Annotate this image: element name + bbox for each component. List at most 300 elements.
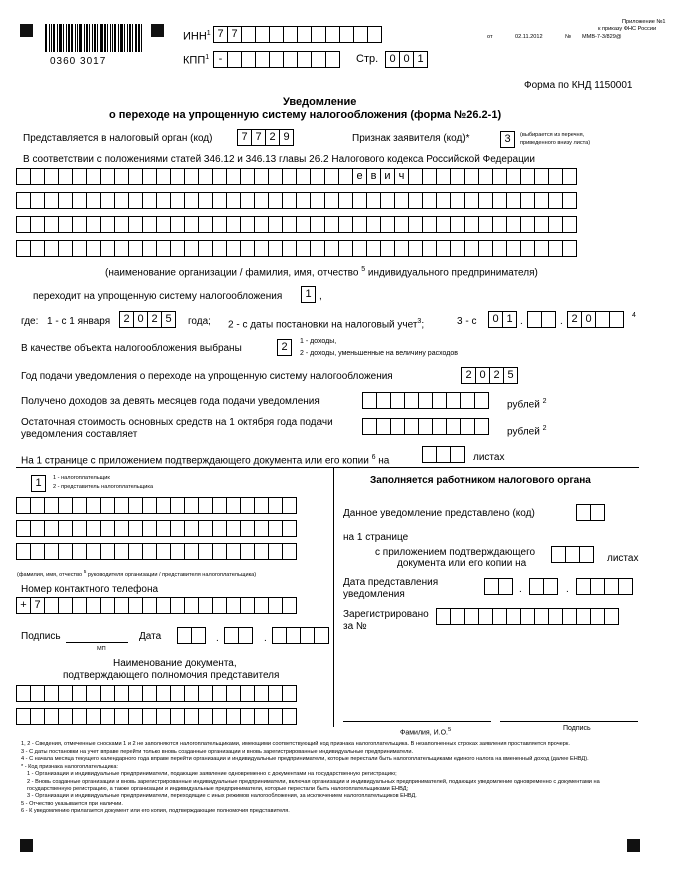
input-cell[interactable]: 2 bbox=[489, 367, 504, 384]
phone-field[interactable] bbox=[16, 597, 296, 614]
input-cell[interactable] bbox=[100, 597, 115, 614]
input-cell[interactable] bbox=[44, 543, 59, 560]
input-cell[interactable] bbox=[562, 608, 577, 625]
input-cell[interactable]: 3 bbox=[500, 131, 515, 148]
input-cell[interactable] bbox=[198, 497, 213, 514]
input-cell[interactable]: - bbox=[213, 51, 228, 68]
input-cell[interactable] bbox=[198, 520, 213, 537]
input-cell[interactable]: 1 bbox=[31, 475, 46, 492]
input-cell[interactable] bbox=[590, 504, 605, 521]
input-cell[interactable] bbox=[254, 216, 269, 233]
input-cell[interactable] bbox=[478, 192, 493, 209]
input-cell[interactable] bbox=[282, 543, 297, 560]
input-cell[interactable] bbox=[227, 51, 242, 68]
input-cell[interactable] bbox=[604, 578, 619, 595]
input-cell[interactable] bbox=[128, 497, 143, 514]
input-cell[interactable] bbox=[506, 608, 521, 625]
input-cell[interactable]: е bbox=[352, 168, 367, 185]
option-3-year-field[interactable] bbox=[567, 311, 623, 328]
input-cell[interactable] bbox=[240, 192, 255, 209]
input-cell[interactable] bbox=[492, 192, 507, 209]
input-cell[interactable] bbox=[184, 240, 199, 257]
input-cell[interactable] bbox=[238, 627, 253, 644]
input-cell[interactable] bbox=[296, 216, 311, 233]
input-cell[interactable] bbox=[408, 192, 423, 209]
kpp-field[interactable] bbox=[213, 51, 339, 68]
input-cell[interactable] bbox=[436, 192, 451, 209]
input-cell[interactable] bbox=[58, 708, 73, 725]
input-cell[interactable] bbox=[86, 168, 101, 185]
input-cell[interactable] bbox=[534, 216, 549, 233]
input-cell[interactable] bbox=[460, 392, 475, 409]
input-cell[interactable] bbox=[296, 240, 311, 257]
submitted-code-field[interactable] bbox=[576, 504, 604, 521]
input-cell[interactable] bbox=[198, 216, 213, 233]
input-cell[interactable] bbox=[156, 597, 171, 614]
input-cell[interactable] bbox=[362, 418, 377, 435]
input-cell[interactable] bbox=[170, 708, 185, 725]
input-cell[interactable] bbox=[58, 685, 73, 702]
input-cell[interactable] bbox=[198, 168, 213, 185]
input-cell[interactable] bbox=[58, 497, 73, 514]
input-cell[interactable]: в bbox=[366, 168, 381, 185]
input-cell[interactable] bbox=[324, 168, 339, 185]
name-row-1[interactable] bbox=[16, 168, 576, 185]
input-cell[interactable] bbox=[156, 240, 171, 257]
input-cell[interactable] bbox=[529, 578, 544, 595]
input-cell[interactable] bbox=[72, 240, 87, 257]
input-cell[interactable] bbox=[376, 418, 391, 435]
input-cell[interactable]: 0 bbox=[399, 51, 414, 68]
input-cell[interactable] bbox=[16, 543, 31, 560]
transition-field[interactable] bbox=[301, 286, 315, 303]
input-cell[interactable] bbox=[520, 192, 535, 209]
input-cell[interactable] bbox=[114, 216, 129, 233]
input-cell[interactable] bbox=[58, 520, 73, 537]
object-field[interactable] bbox=[277, 339, 291, 356]
input-cell[interactable] bbox=[114, 597, 129, 614]
input-cell[interactable] bbox=[541, 311, 556, 328]
input-cell[interactable]: 7 bbox=[30, 597, 45, 614]
input-cell[interactable]: 2 bbox=[147, 311, 162, 328]
input-cell[interactable] bbox=[30, 685, 45, 702]
inn-field[interactable] bbox=[213, 26, 381, 43]
input-cell[interactable] bbox=[198, 543, 213, 560]
input-cell[interactable] bbox=[198, 192, 213, 209]
input-cell[interactable] bbox=[394, 192, 409, 209]
input-cell[interactable] bbox=[240, 240, 255, 257]
input-cell[interactable] bbox=[527, 311, 542, 328]
input-cell[interactable] bbox=[44, 685, 59, 702]
input-cell[interactable] bbox=[226, 240, 241, 257]
input-cell[interactable] bbox=[422, 240, 437, 257]
input-cell[interactable] bbox=[418, 392, 433, 409]
input-cell[interactable] bbox=[16, 520, 31, 537]
sign-date-year[interactable] bbox=[272, 627, 328, 644]
input-cell[interactable] bbox=[156, 168, 171, 185]
input-cell[interactable] bbox=[394, 216, 409, 233]
input-cell[interactable] bbox=[464, 608, 479, 625]
input-cell[interactable] bbox=[254, 597, 269, 614]
input-cell[interactable] bbox=[16, 708, 31, 725]
pages-field[interactable] bbox=[422, 446, 464, 463]
input-cell[interactable] bbox=[297, 51, 312, 68]
input-cell[interactable] bbox=[114, 192, 129, 209]
input-cell[interactable] bbox=[58, 216, 73, 233]
input-cell[interactable] bbox=[156, 543, 171, 560]
input-cell[interactable] bbox=[579, 546, 594, 563]
input-cell[interactable] bbox=[311, 51, 326, 68]
input-cell[interactable] bbox=[498, 578, 513, 595]
input-cell[interactable] bbox=[212, 192, 227, 209]
input-cell[interactable] bbox=[240, 497, 255, 514]
input-cell[interactable] bbox=[58, 597, 73, 614]
input-cell[interactable] bbox=[254, 192, 269, 209]
input-cell[interactable] bbox=[44, 597, 59, 614]
input-cell[interactable] bbox=[212, 597, 227, 614]
input-cell[interactable] bbox=[184, 597, 199, 614]
input-cell[interactable] bbox=[100, 216, 115, 233]
input-cell[interactable]: 2 bbox=[277, 339, 292, 356]
input-cell[interactable] bbox=[366, 240, 381, 257]
input-cell[interactable] bbox=[450, 216, 465, 233]
input-cell[interactable] bbox=[297, 26, 312, 43]
input-cell[interactable] bbox=[436, 240, 451, 257]
input-cell[interactable] bbox=[100, 240, 115, 257]
input-cell[interactable] bbox=[142, 708, 157, 725]
input-cell[interactable] bbox=[128, 708, 143, 725]
input-cell[interactable] bbox=[422, 168, 437, 185]
input-cell[interactable] bbox=[86, 192, 101, 209]
input-cell[interactable] bbox=[282, 520, 297, 537]
input-cell[interactable] bbox=[450, 446, 465, 463]
input-cell[interactable] bbox=[352, 192, 367, 209]
input-cell[interactable] bbox=[30, 520, 45, 537]
input-cell[interactable] bbox=[268, 216, 283, 233]
input-cell[interactable] bbox=[464, 168, 479, 185]
input-cell[interactable]: 0 bbox=[475, 367, 490, 384]
input-cell[interactable] bbox=[184, 497, 199, 514]
input-cell[interactable] bbox=[282, 216, 297, 233]
input-cell[interactable]: 7 bbox=[213, 26, 228, 43]
input-cell[interactable] bbox=[390, 392, 405, 409]
input-cell[interactable] bbox=[240, 597, 255, 614]
input-cell[interactable] bbox=[520, 608, 535, 625]
input-cell[interactable] bbox=[114, 520, 129, 537]
year-submit-field[interactable] bbox=[461, 367, 517, 384]
input-cell[interactable] bbox=[255, 51, 270, 68]
input-cell[interactable] bbox=[72, 168, 87, 185]
input-cell[interactable] bbox=[432, 392, 447, 409]
input-cell[interactable] bbox=[240, 520, 255, 537]
input-cell[interactable] bbox=[184, 216, 199, 233]
signer-name-row-2[interactable] bbox=[16, 520, 296, 537]
input-cell[interactable] bbox=[506, 192, 521, 209]
input-cell[interactable] bbox=[254, 168, 269, 185]
input-cell[interactable] bbox=[170, 168, 185, 185]
input-cell[interactable] bbox=[240, 708, 255, 725]
input-cell[interactable] bbox=[282, 685, 297, 702]
input-cell[interactable] bbox=[362, 392, 377, 409]
input-cell[interactable] bbox=[170, 192, 185, 209]
doc-row-1[interactable] bbox=[16, 685, 296, 702]
input-cell[interactable] bbox=[156, 708, 171, 725]
input-cell[interactable] bbox=[484, 578, 499, 595]
input-cell[interactable] bbox=[142, 520, 157, 537]
input-cell[interactable] bbox=[422, 216, 437, 233]
input-cell[interactable] bbox=[100, 685, 115, 702]
input-cell[interactable]: + bbox=[16, 597, 31, 614]
input-cell[interactable] bbox=[142, 192, 157, 209]
input-cell[interactable] bbox=[156, 216, 171, 233]
signer-name-row-1[interactable] bbox=[16, 497, 296, 514]
input-cell[interactable] bbox=[562, 240, 577, 257]
input-cell[interactable] bbox=[450, 240, 465, 257]
input-cell[interactable] bbox=[339, 26, 354, 43]
input-cell[interactable] bbox=[86, 497, 101, 514]
input-cell[interactable] bbox=[548, 608, 563, 625]
input-cell[interactable] bbox=[30, 497, 45, 514]
input-cell[interactable] bbox=[142, 168, 157, 185]
input-cell[interactable]: и bbox=[380, 168, 395, 185]
input-cell[interactable] bbox=[86, 708, 101, 725]
input-cell[interactable] bbox=[268, 192, 283, 209]
sign-date-day[interactable] bbox=[177, 627, 205, 644]
input-cell[interactable] bbox=[548, 168, 563, 185]
input-cell[interactable] bbox=[268, 685, 283, 702]
input-cell[interactable] bbox=[212, 708, 227, 725]
input-cell[interactable] bbox=[142, 543, 157, 560]
input-cell[interactable] bbox=[548, 216, 563, 233]
input-cell[interactable] bbox=[156, 192, 171, 209]
input-cell[interactable] bbox=[268, 597, 283, 614]
input-cell[interactable] bbox=[324, 192, 339, 209]
input-cell[interactable]: 5 bbox=[503, 367, 518, 384]
input-cell[interactable] bbox=[376, 392, 391, 409]
input-cell[interactable] bbox=[390, 418, 405, 435]
submission-date-month[interactable] bbox=[529, 578, 557, 595]
input-cell[interactable] bbox=[212, 240, 227, 257]
input-cell[interactable]: 1 bbox=[301, 286, 316, 303]
input-cell[interactable] bbox=[432, 418, 447, 435]
input-cell[interactable] bbox=[352, 216, 367, 233]
input-cell[interactable] bbox=[325, 26, 340, 43]
input-cell[interactable] bbox=[324, 216, 339, 233]
input-cell[interactable] bbox=[170, 520, 185, 537]
input-cell[interactable] bbox=[314, 627, 329, 644]
input-cell[interactable]: 2 bbox=[119, 311, 134, 328]
input-cell[interactable] bbox=[352, 240, 367, 257]
input-cell[interactable] bbox=[86, 685, 101, 702]
input-cell[interactable] bbox=[380, 192, 395, 209]
input-cell[interactable] bbox=[338, 216, 353, 233]
input-cell[interactable] bbox=[58, 168, 73, 185]
input-cell[interactable] bbox=[114, 497, 129, 514]
input-cell[interactable] bbox=[520, 168, 535, 185]
input-cell[interactable] bbox=[286, 627, 301, 644]
input-cell[interactable] bbox=[254, 240, 269, 257]
input-cell[interactable] bbox=[282, 192, 297, 209]
input-cell[interactable]: 0 bbox=[581, 311, 596, 328]
input-cell[interactable] bbox=[58, 192, 73, 209]
input-cell[interactable] bbox=[282, 597, 297, 614]
input-cell[interactable] bbox=[72, 192, 87, 209]
input-cell[interactable] bbox=[408, 168, 423, 185]
input-cell[interactable] bbox=[240, 216, 255, 233]
input-cell[interactable] bbox=[310, 240, 325, 257]
input-cell[interactable] bbox=[450, 608, 465, 625]
input-cell[interactable] bbox=[226, 520, 241, 537]
input-cell[interactable]: 2 bbox=[567, 311, 582, 328]
input-cell[interactable] bbox=[72, 543, 87, 560]
input-cell[interactable] bbox=[128, 520, 143, 537]
input-cell[interactable] bbox=[184, 168, 199, 185]
input-cell[interactable] bbox=[16, 216, 31, 233]
input-cell[interactable] bbox=[30, 543, 45, 560]
input-cell[interactable] bbox=[436, 608, 451, 625]
input-cell[interactable] bbox=[254, 708, 269, 725]
input-cell[interactable] bbox=[254, 520, 269, 537]
input-cell[interactable] bbox=[404, 392, 419, 409]
input-cell[interactable] bbox=[450, 192, 465, 209]
input-cell[interactable] bbox=[562, 192, 577, 209]
input-cell[interactable] bbox=[72, 597, 87, 614]
input-cell[interactable] bbox=[72, 708, 87, 725]
input-cell[interactable] bbox=[30, 192, 45, 209]
input-cell[interactable] bbox=[44, 520, 59, 537]
input-cell[interactable] bbox=[492, 216, 507, 233]
input-cell[interactable] bbox=[86, 597, 101, 614]
input-cell[interactable] bbox=[114, 685, 129, 702]
input-cell[interactable]: 0 bbox=[385, 51, 400, 68]
input-cell[interactable] bbox=[212, 685, 227, 702]
input-cell[interactable] bbox=[241, 51, 256, 68]
input-cell[interactable] bbox=[128, 685, 143, 702]
input-cell[interactable] bbox=[156, 520, 171, 537]
input-cell[interactable] bbox=[72, 497, 87, 514]
input-cell[interactable] bbox=[44, 708, 59, 725]
input-cell[interactable] bbox=[177, 627, 192, 644]
option-3-month-field[interactable] bbox=[527, 311, 555, 328]
input-cell[interactable] bbox=[296, 168, 311, 185]
input-cell[interactable] bbox=[72, 685, 87, 702]
input-cell[interactable]: 9 bbox=[279, 129, 294, 146]
input-cell[interactable] bbox=[618, 578, 633, 595]
input-cell[interactable] bbox=[562, 216, 577, 233]
input-cell[interactable] bbox=[226, 685, 241, 702]
input-cell[interactable] bbox=[520, 216, 535, 233]
input-cell[interactable]: 1 bbox=[413, 51, 428, 68]
input-cell[interactable] bbox=[226, 543, 241, 560]
input-cell[interactable] bbox=[100, 708, 115, 725]
input-cell[interactable] bbox=[310, 168, 325, 185]
input-cell[interactable] bbox=[170, 216, 185, 233]
submission-date-day[interactable] bbox=[484, 578, 512, 595]
signer-name-row-3[interactable] bbox=[16, 543, 296, 560]
input-cell[interactable] bbox=[16, 240, 31, 257]
input-cell[interactable] bbox=[30, 216, 45, 233]
input-cell[interactable] bbox=[478, 608, 493, 625]
input-cell[interactable] bbox=[44, 240, 59, 257]
input-cell[interactable] bbox=[16, 168, 31, 185]
input-cell[interactable] bbox=[240, 685, 255, 702]
doc-row-2[interactable] bbox=[16, 708, 296, 725]
input-cell[interactable] bbox=[170, 240, 185, 257]
input-cell[interactable] bbox=[408, 216, 423, 233]
input-cell[interactable] bbox=[590, 578, 605, 595]
input-cell[interactable] bbox=[226, 708, 241, 725]
input-cell[interactable] bbox=[212, 168, 227, 185]
input-cell[interactable] bbox=[576, 578, 591, 595]
input-cell[interactable] bbox=[492, 168, 507, 185]
input-cell[interactable] bbox=[240, 168, 255, 185]
input-cell[interactable] bbox=[268, 520, 283, 537]
input-cell[interactable] bbox=[226, 597, 241, 614]
input-cell[interactable] bbox=[366, 192, 381, 209]
signer-type-field[interactable] bbox=[31, 475, 45, 492]
input-cell[interactable] bbox=[474, 418, 489, 435]
input-cell[interactable] bbox=[338, 168, 353, 185]
input-cell[interactable] bbox=[100, 520, 115, 537]
input-cell[interactable]: 0 bbox=[488, 311, 503, 328]
input-cell[interactable] bbox=[191, 627, 206, 644]
input-cell[interactable] bbox=[254, 685, 269, 702]
authority-code-field[interactable] bbox=[237, 129, 293, 146]
input-cell[interactable] bbox=[184, 520, 199, 537]
income-field[interactable] bbox=[362, 392, 488, 409]
input-cell[interactable] bbox=[212, 543, 227, 560]
input-cell[interactable] bbox=[30, 708, 45, 725]
input-cell[interactable] bbox=[128, 543, 143, 560]
input-cell[interactable] bbox=[367, 26, 382, 43]
input-cell[interactable] bbox=[408, 240, 423, 257]
input-cell[interactable]: 7 bbox=[227, 26, 242, 43]
input-cell[interactable] bbox=[170, 543, 185, 560]
input-cell[interactable] bbox=[142, 216, 157, 233]
input-cell[interactable] bbox=[283, 51, 298, 68]
input-cell[interactable] bbox=[86, 240, 101, 257]
input-cell[interactable] bbox=[142, 240, 157, 257]
input-cell[interactable]: 1 bbox=[502, 311, 517, 328]
input-cell[interactable] bbox=[436, 446, 451, 463]
input-cell[interactable] bbox=[282, 240, 297, 257]
input-cell[interactable] bbox=[44, 192, 59, 209]
input-cell[interactable] bbox=[114, 708, 129, 725]
option-1-year-field[interactable] bbox=[119, 311, 175, 328]
input-cell[interactable] bbox=[198, 685, 213, 702]
sign-date-month[interactable] bbox=[224, 627, 252, 644]
input-cell[interactable] bbox=[156, 497, 171, 514]
input-cell[interactable] bbox=[534, 168, 549, 185]
input-cell[interactable] bbox=[404, 418, 419, 435]
input-cell[interactable]: 7 bbox=[237, 129, 252, 146]
input-cell[interactable] bbox=[310, 192, 325, 209]
input-cell[interactable] bbox=[464, 192, 479, 209]
input-cell[interactable] bbox=[436, 216, 451, 233]
input-cell[interactable] bbox=[44, 168, 59, 185]
input-cell[interactable] bbox=[100, 168, 115, 185]
input-cell[interactable] bbox=[114, 168, 129, 185]
input-cell[interactable] bbox=[595, 311, 610, 328]
input-cell[interactable] bbox=[565, 546, 580, 563]
input-cell[interactable] bbox=[506, 168, 521, 185]
input-cell[interactable]: 2 bbox=[461, 367, 476, 384]
input-cell[interactable] bbox=[446, 418, 461, 435]
input-cell[interactable]: 0 bbox=[133, 311, 148, 328]
input-cell[interactable] bbox=[520, 240, 535, 257]
input-cell[interactable] bbox=[576, 608, 591, 625]
input-cell[interactable] bbox=[478, 240, 493, 257]
